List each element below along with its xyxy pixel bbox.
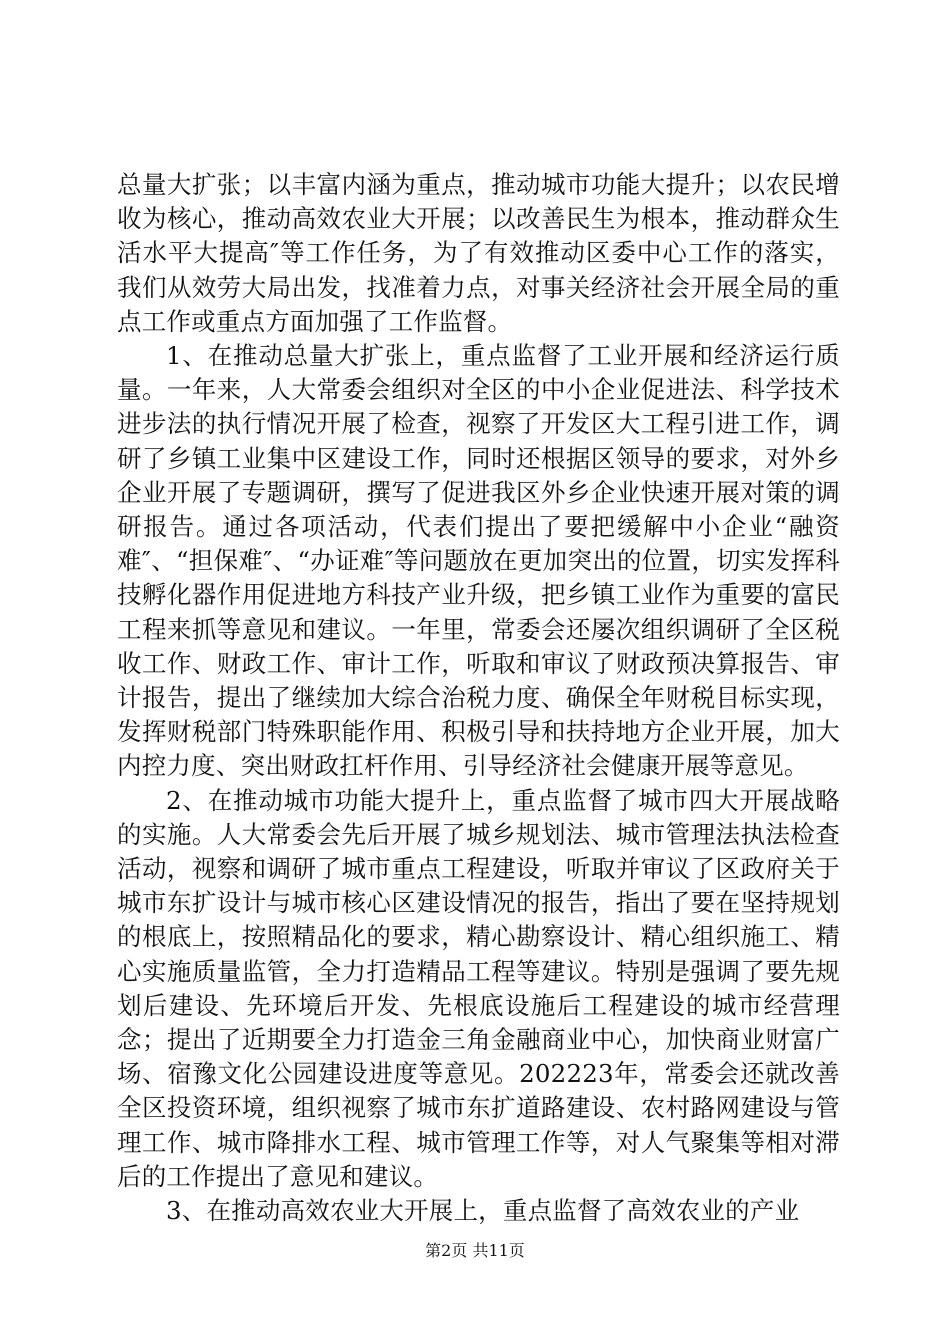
page-number-footer: 第2页 共11页 [425, 1241, 525, 1260]
paragraph-intro: 总量大扩张；以丰富内涵为重点，推动城市功能大提升；以农民增收为核心，推动高效农业大开展；以改善民生为根本，推动群众生活水平大提高″等工作任务，为了有效推动区委中心工作的落实，我们从效劳大局出发，找准着力点，对事关经济社会开展全局的重点工作或重点方面加强了工作监督。 [117, 170, 840, 336]
paragraph-item-2: 2、在推动城市功能大提升上，重点监督了城市四大开展战略的实施。人大常委会先后开展了城乡规划法、城市管理法执法检查活动，视察和调研了城市重点工程建设，听取并审议了区政府关于城市东扩设计与城市核心区建设情况的报告，指出了要在坚持规划的根底上，按照精品化的要求，精心勘察设计、精心组织施工、精心实施质量监管，全力打造精品工程等建议。特别是强调了要先规划后建设、先环境后开发、先根底设施后工程建设的城市经营理念；提出了近期要全力打造金三角金融商业中心，加快商业财富广场、宿豫文化公园建设进度等意见。202223年，常委会还就改善全区投资环境，组织视察了城市东扩道路建设、农村路网建设与管理工作、城市降排水工程、城市管理工作等，对人气聚集等相对滞后的工作提出了意见和建议。 [117, 785, 840, 1191]
document-body [117, 168, 840, 1228]
paragraph-item-3: 3、在推动高效农业大开展上，重点监督了高效农业的产业 [166, 1196, 800, 1226]
paragraph-item-1: 1、在推动总量大扩张上，重点监督了工业开展和经济运行质量。一年来，人大常委会组织对全区的中小企业促进法、科学技术进步法的执行情况开展了检查，视察了开发区大工程引进工作，调研了乡镇工业集中区建设工作，同时还根据区领导的要求，对外乡企业开展了专题调研，撰写了促进我区外乡企业快速开展对策的调研报告。通过各项活动，代表们提出了要把缓解中小企业“融资难″、“担保难″、“办证难″等问题放在更加突出的位置，切实发挥科技孵化器作用促进地方科技产业升级，把乡镇工业作为重要的富民工程来抓等意见和建议。一年里，常委会还屡次组织调研了全区税收工作、财政工作、审计工作，听取和审议了财政预决算报告、审计报告，提出了继续加大综合治税力度、确保全年财税目标实现，发挥财税部门特殊职能作用、积极引导和扶持地方企业开展，加大内控力度、突出财政扛杆作用、引导经济社会健康开展等意见。 [117, 341, 840, 781]
